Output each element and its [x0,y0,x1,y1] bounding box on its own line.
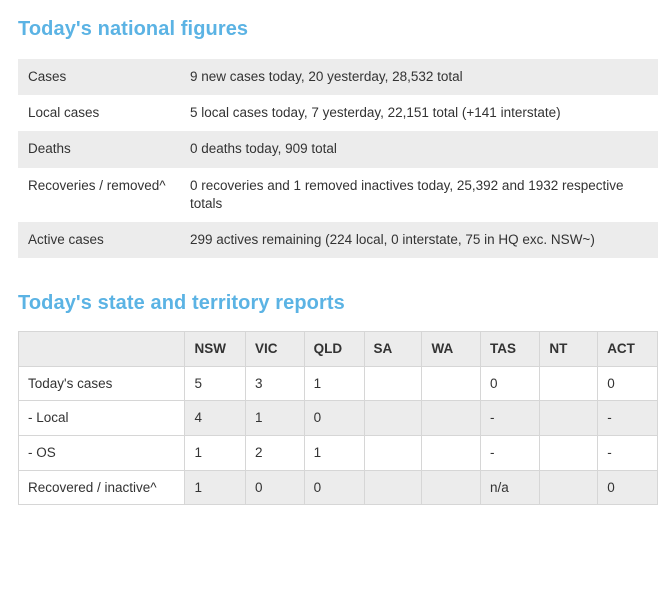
cell-vic: 0 [245,470,304,505]
cell-qld: 0 [304,470,364,505]
cell-nsw: 4 [185,401,245,436]
cell-tas: - [481,435,540,470]
column-header-nsw: NSW [185,332,245,367]
column-header-corner [19,332,185,367]
row-value: 5 local cases today, 7 yesterday, 22,151 total (+141 interstate) [178,95,658,131]
states-title: Today's state and territory reports [18,292,345,315]
cell-tas: n/a [481,470,540,505]
table-row [19,435,658,470]
cell-sa [364,401,422,436]
column-header-wa: WA [422,332,481,367]
state-reports-table [18,331,658,505]
cell-act: - [598,401,658,436]
cell-act: - [598,435,658,470]
row-label: Deaths [18,131,178,167]
cell-nsw: 1 [185,435,245,470]
cell-qld: 1 [304,435,364,470]
cell-vic: 1 [245,401,304,436]
page-title: Today's national figures [18,18,249,40]
row-label: Local cases [18,95,178,131]
row-value: 0 deaths today, 909 total [178,131,658,167]
cell-qld: 0 [304,401,364,436]
row-label: Cases [18,59,178,95]
cell-sa [364,366,422,401]
cell-nt [540,366,598,401]
cell-sa [364,435,422,470]
cell-wa [422,435,481,470]
column-header-nt: NT [540,332,598,367]
cell-act: 0 [598,470,658,505]
cell-wa [422,470,481,505]
column-header-vic: VIC [245,332,304,367]
table-row [19,366,658,401]
table-row [19,470,658,505]
row-value: 299 actives remaining (224 local, 0 interstate, 75 in HQ exc. NSW~) [178,222,658,258]
row-label: - OS [19,435,185,470]
row-value: 0 recoveries and 1 removed inactives today, 25,392 and 1932 respective totals [178,168,658,222]
table-row [18,131,658,167]
cell-nsw: 1 [185,470,245,505]
cell-vic: 3 [245,366,304,401]
row-label: Active cases [18,222,178,258]
cell-act: 0 [598,366,658,401]
cell-vic: 2 [245,435,304,470]
table-row [18,59,658,95]
table-row [18,95,658,131]
row-label: Recovered / inactive^ [19,470,185,505]
row-label: - Local [19,401,185,436]
cell-nt [540,435,598,470]
cell-nsw: 5 [185,366,245,401]
row-label: Recoveries / removed^ [18,168,178,222]
row-value: 9 new cases today, 20 yesterday, 28,532 total [178,59,658,95]
column-header-qld: QLD [304,332,364,367]
column-header-tas: TAS [481,332,540,367]
cell-nt [540,470,598,505]
cell-qld: 1 [304,366,364,401]
row-label: Today's cases [19,366,185,401]
cell-tas: 0 [481,366,540,401]
cell-sa [364,470,422,505]
cell-tas: - [481,401,540,436]
national-figures-table [18,59,658,258]
cell-nt [540,401,598,436]
column-header-act: ACT [598,332,658,367]
table-header-row [19,332,658,367]
cell-wa [422,401,481,436]
column-header-sa: SA [364,332,422,367]
cell-wa [422,366,481,401]
table-row [19,401,658,436]
table-row [18,222,658,258]
table-row [18,168,658,222]
